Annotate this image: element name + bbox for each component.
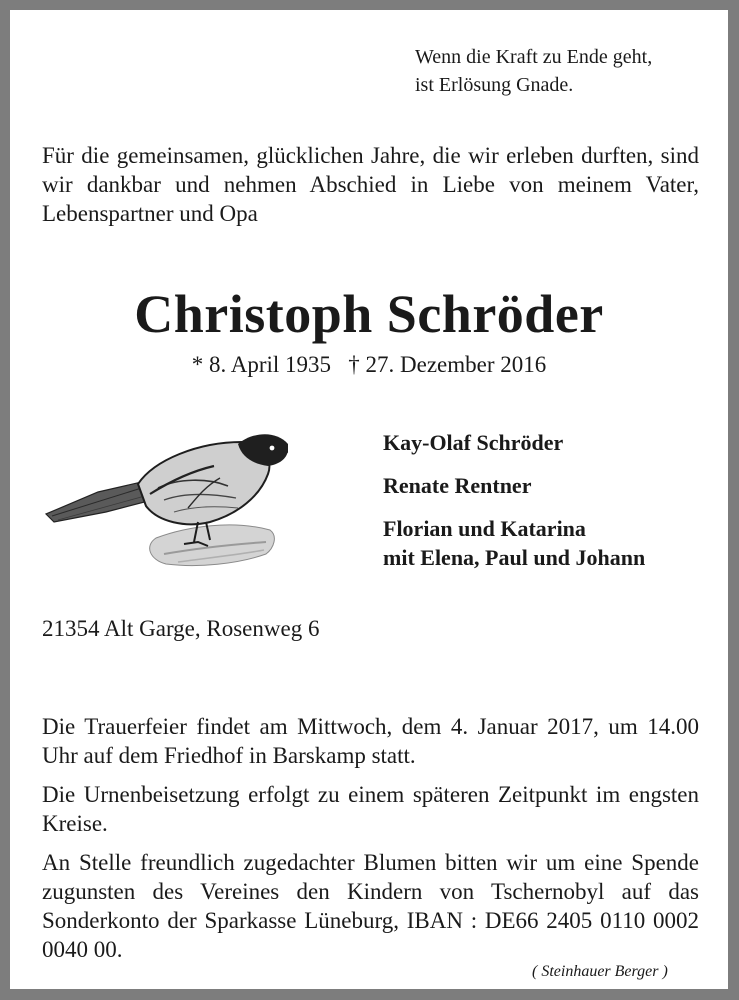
life-dates: * 8. April 1935 † 27. Dezember 2016 bbox=[191, 352, 547, 377]
deceased-name: Christoph Schröder bbox=[134, 284, 604, 344]
bird-illustration bbox=[38, 408, 288, 578]
signature-stamp: ( Steinhauer Berger ) bbox=[532, 963, 668, 980]
mourners-list bbox=[383, 428, 645, 572]
mourner-2: Renate Rentner bbox=[383, 473, 532, 498]
intro-text: Für die gemeinsamen, glücklichen Jahre, die wir erleben durften, sind wir dankbar und nehmen Abschied in Liebe von meinem Vater, Lebenspartner und Opa bbox=[42, 143, 699, 226]
motto-line-2: ist Erlösung Gnade. bbox=[415, 74, 574, 96]
mourner-3: Florian und Katarina bbox=[383, 516, 586, 541]
mourner-1: Kay-Olaf Schröder bbox=[383, 430, 564, 455]
bird-icon bbox=[38, 408, 288, 578]
address: 21354 Alt Garge, Rosenweg 6 bbox=[42, 616, 320, 641]
funeral-info: Die Trauerfeier findet am Mittwoch, dem 4. Januar 2017, um 14.00 Uhr auf dem Friedhof in Barskamp statt. bbox=[42, 714, 699, 768]
obituary-notice bbox=[10, 10, 728, 989]
motto bbox=[415, 43, 652, 99]
burial-info: Die Urnenbeisetzung erfolgt zu einem späteren Zeitpunkt im engsten Kreise. bbox=[42, 782, 699, 836]
donation-info: An Stelle freundlich zugedachter Blumen bitten wir um eine Spende zugunsten des Vereines den Kindern von Tschernobyl auf das Sonderkonto der Sparkasse Lüneburg, IBAN : DE66 2405 0110 0002 0040 00. bbox=[42, 850, 699, 962]
motto-line-1: Wenn die Kraft zu Ende geht, bbox=[415, 46, 653, 68]
mourner-4: mit Elena, Paul und Johann bbox=[383, 545, 646, 570]
